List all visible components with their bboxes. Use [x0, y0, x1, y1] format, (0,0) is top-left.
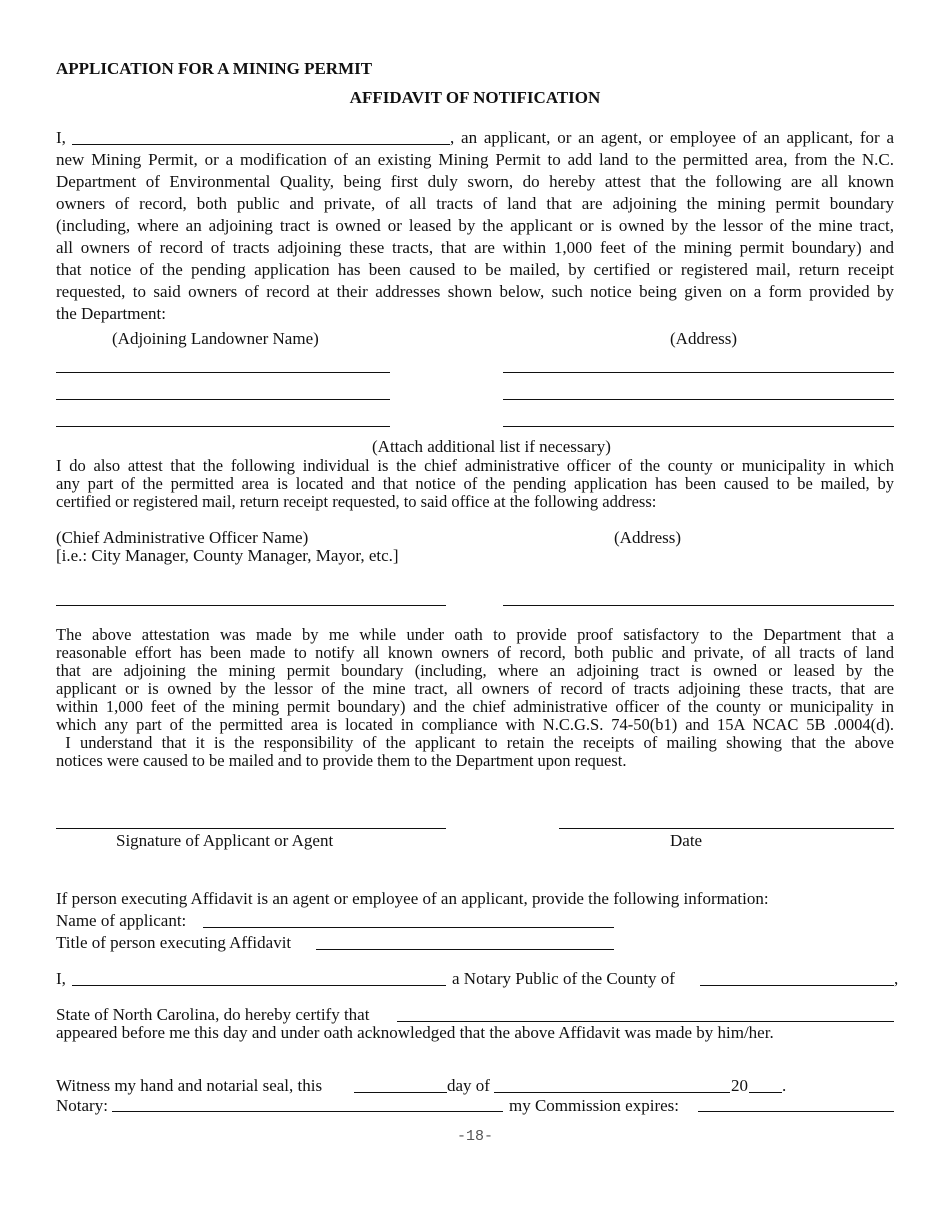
- cao-name-label: (Chief Administrative Officer Name): [56, 528, 309, 547]
- notary-signature-line[interactable]: [112, 1111, 503, 1112]
- signature-label: Signature of Applicant or Agent: [116, 831, 334, 850]
- notary-comma: ,: [894, 969, 899, 988]
- attestation-line: The above attestation was made by me while under oath to provide proof satisfactory to the Department that a: [56, 625, 894, 644]
- landowner-address-line[interactable]: [503, 426, 894, 427]
- date-label: Date: [670, 831, 703, 850]
- notary-public-label: a Notary Public of the County of: [452, 969, 675, 988]
- month-line[interactable]: [494, 1092, 730, 1093]
- attach-note: (Attach additional list if necessary): [372, 437, 611, 456]
- intro-line: new Mining Permit, or a modification of an existing Mining Permit to add land to the permitted area, from the N.C.: [56, 150, 894, 169]
- cao-line: any part of the permitted area is located and that notice of the pending application has been caused to be mailed, by: [56, 474, 894, 493]
- commission-expires-line[interactable]: [698, 1111, 894, 1112]
- day-of-label: day of: [447, 1076, 490, 1095]
- intro-line: owners of record, both public and private, of all tracts of land that are adjoining the mining permit boundary: [56, 194, 894, 213]
- cao-address-label: (Address): [614, 528, 682, 547]
- cao-address-line[interactable]: [503, 605, 894, 606]
- landowner-name-line[interactable]: [56, 399, 390, 400]
- form-title: APPLICATION FOR A MINING PERMIT: [56, 59, 373, 78]
- executor-title-label: Title of person executing Affidavit: [56, 933, 292, 952]
- cao-line: certified or registered mail, return receipt requested, to said office at the following address:: [56, 492, 657, 511]
- year-prefix: 20: [731, 1076, 748, 1095]
- day-line[interactable]: [354, 1092, 447, 1093]
- attestation-line: applicant or is owned by the lessor of the mine tract, all owners of record of tracts adjoining these tracts, that are: [56, 679, 894, 698]
- intro-line: all owners of record of tracts adjoining these tracts, that are within 1,000 feet of the mining permit boundary) and: [56, 238, 894, 257]
- applicant-name-line[interactable]: [203, 927, 614, 928]
- county-line[interactable]: [700, 985, 894, 986]
- intro-paragraph: [56, 127, 894, 325]
- intro-line: Department of Environmental Quality, being first duly sworn, do hereby attest that the following are all known: [56, 172, 894, 191]
- landowner-address-line[interactable]: [503, 372, 894, 373]
- landowner-name-label: (Adjoining Landowner Name): [112, 329, 319, 348]
- page-number: -18-: [456, 1128, 493, 1145]
- attestation-line: within 1,000 feet of the mining permit boundary) and the chief administrative officer of the county or municipality in: [56, 697, 894, 716]
- cao-name-line[interactable]: [56, 605, 446, 606]
- landowner-address-label: (Address): [670, 329, 738, 348]
- attestation-line: reasonable effort has been made to notify all known owners of record, both public and private, of all tracts of land: [56, 643, 894, 662]
- intro-line: (including, where an adjoining tract is owned or leased by the applicant or is owned by the lessor of the mine tract,: [56, 216, 894, 235]
- cao-line: I do also attest that the following individual is the chief administrative officer of the county or municipality in which: [56, 456, 894, 475]
- state-certify-label: State of North Carolina, do hereby certify that: [56, 1005, 370, 1024]
- date-line[interactable]: [559, 828, 894, 829]
- notary-name-line[interactable]: [72, 985, 446, 986]
- attestation-line: notices were caused to be mailed and to provide them to the Department upon request.: [56, 751, 627, 770]
- signature-line[interactable]: [56, 828, 446, 829]
- attestation-line: which any part of the permitted area is located in compliance with N.C.G.S. 74-50(b1) and 15A NCAC 5B .0004(d).: [56, 715, 894, 734]
- notary-i-label: I,: [56, 969, 66, 988]
- agent-info-intro: If person executing Affidavit is an agent or employee of an applicant, provide the following information:: [56, 889, 769, 908]
- witness-period: .: [782, 1076, 787, 1095]
- intro-prefix: I,: [56, 128, 66, 147]
- attestation-paragraph: [56, 626, 894, 770]
- cao-name-hint: [i.e.: City Manager, County Manager, Mayor, etc.]: [56, 546, 399, 565]
- executor-title-line[interactable]: [316, 949, 614, 950]
- affidavit-title: AFFIDAVIT OF NOTIFICATION: [349, 88, 601, 107]
- appeared-text: appeared before me this day and under oath acknowledged that the above Affidavit was made by him/her.: [56, 1023, 774, 1042]
- intro-line: , an applicant, or an agent, or employee of an applicant, for a: [450, 128, 894, 147]
- year-line[interactable]: [749, 1092, 782, 1093]
- witness-label: Witness my hand and notarial seal, this: [56, 1076, 323, 1095]
- notary-label: Notary:: [56, 1096, 108, 1115]
- attestation-line: that are adjoining the mining permit boundary (including, where an adjoining tract is owned or leased by the: [56, 661, 894, 680]
- intro-line: the Department:: [56, 304, 166, 323]
- commission-label: my Commission expires:: [509, 1096, 679, 1115]
- intro-line: requested, to said owners of record at their addresses shown below, such notice being given on a form provided by: [56, 282, 894, 301]
- intro-line: that notice of the pending application has been caused to be mailed, by certified or registered mail, return receipt: [56, 260, 894, 279]
- attestation-line: I understand that it is the responsibility of the applicant to retain the receipts of mailing showing that the above: [56, 733, 894, 752]
- landowner-address-line[interactable]: [503, 399, 894, 400]
- cao-paragraph: [56, 457, 894, 511]
- landowner-name-line[interactable]: [56, 372, 390, 373]
- applicant-name-label: Name of applicant:: [56, 911, 187, 930]
- landowner-name-line[interactable]: [56, 426, 390, 427]
